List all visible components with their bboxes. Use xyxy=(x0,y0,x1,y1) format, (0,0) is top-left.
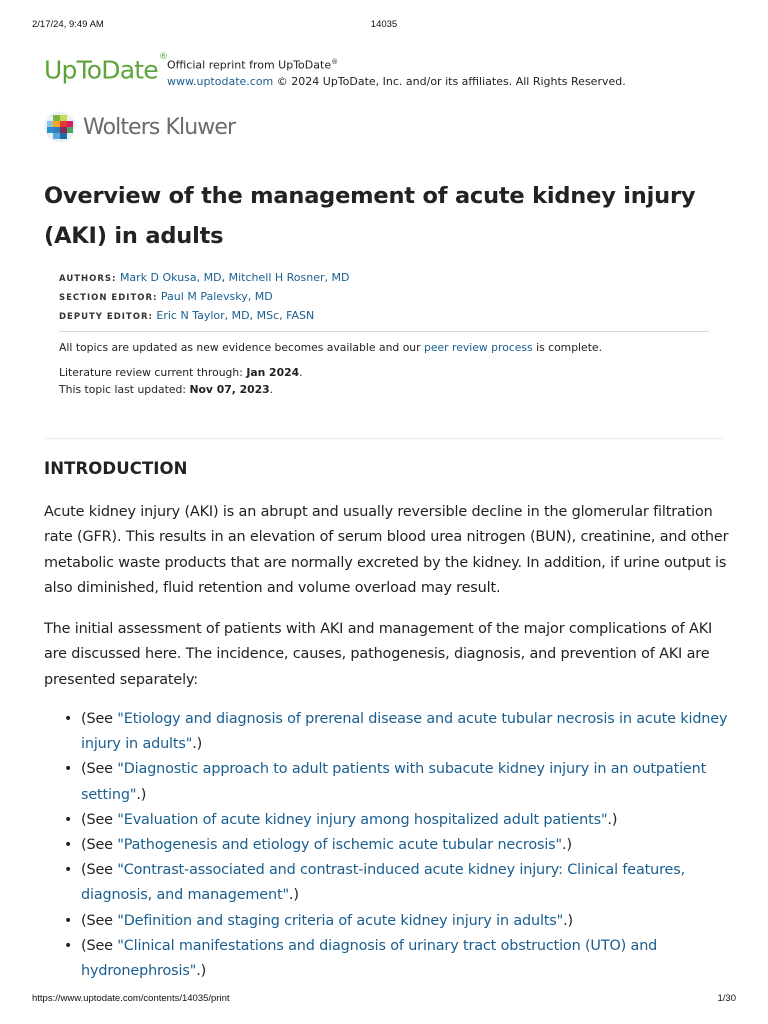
authors-line xyxy=(59,269,709,288)
reprint-prefix: Official reprint from UpToDate xyxy=(167,58,332,72)
article-contributors xyxy=(59,269,709,326)
page-number: 1/30 xyxy=(717,993,736,1004)
update-policy-note: All topics are updated as new evidence becomes available and our peer review process is complete. xyxy=(59,341,603,354)
publisher-name: Wolters Kluwer xyxy=(83,115,236,140)
bullet-icon: • xyxy=(64,937,73,954)
related-topic-link[interactable]: "Clinical manifestations and diagnosis of urinary tract obstruction (UTO) and hydronephrosis" xyxy=(81,937,658,980)
last-updated-label: This topic last updated: xyxy=(59,383,190,396)
bullet-icon: • xyxy=(64,711,73,727)
uptodate-site-link[interactable]: www.uptodate.com xyxy=(167,74,274,88)
related-topic-item: • (See "Definition and staging criteria of acute kidney injury in adults".) xyxy=(64,909,730,934)
bullet-icon: • xyxy=(64,912,73,929)
related-topic-link[interactable]: "Etiology and diagnosis of prerenal disease and acute tubular necrosis in acute kidney injury in adults" xyxy=(81,711,728,753)
deputy-editor-link[interactable]: Eric N Taylor, MD, MSc, FASN xyxy=(156,309,315,322)
section-divider xyxy=(44,438,724,439)
print-date: 2/17/24, 9:49 AM xyxy=(32,19,104,30)
related-topic-item: • (See "Diagnostic approach to adult patients with subacute kidney injury in an outpatient setting".) xyxy=(64,757,730,807)
lit-review-label: Literature review current through: xyxy=(59,366,247,379)
registered-mark: ® xyxy=(158,52,168,62)
related-topic-link[interactable]: "Definition and staging criteria of acute kidney injury in adults" xyxy=(117,912,564,929)
deputy-editor-line xyxy=(59,307,709,326)
review-dates: Literature review current through: Jan 2024. This topic last updated: Nov 07, 2023. xyxy=(59,366,303,396)
peer-review-link[interactable]: peer review process xyxy=(424,341,533,354)
author-separator: , xyxy=(221,271,229,284)
print-footer xyxy=(32,993,736,1005)
print-header xyxy=(32,19,736,31)
related-topic-item: • (See "Etiology and diagnosis of prerenal disease and acute tubular necrosis in acute kidney injury in adults".) xyxy=(64,707,730,757)
related-topics-list xyxy=(64,707,730,984)
wolters-kluwer-logo xyxy=(44,110,304,146)
reprint-notice xyxy=(167,54,626,90)
lit-review-date: Jan 2024 xyxy=(246,366,300,379)
related-topic-link[interactable]: "Pathogenesis and etiology of ischemic acute tubular necrosis" xyxy=(117,837,563,854)
related-topic-link[interactable]: "Diagnostic approach to adult patients with subacute kidney injury in an outpatient setting" xyxy=(81,761,707,803)
reprint-registered-mark: ® xyxy=(331,58,339,66)
print-url: https://www.uptodate.com/contents/14035/print xyxy=(32,993,230,1004)
introduction-paragraph-2: The initial assessment of patients with AKI and management of the major complications of AKI are discussed here. The incidence, causes, pathogenesis, diagnosis, and prevention of AKI are presented separately: xyxy=(44,621,713,688)
wolters-kluwer-mosaic-icon xyxy=(44,111,76,143)
bullet-icon: • xyxy=(64,862,73,879)
deputy-editor-label: DEPUTY EDITOR: xyxy=(59,312,153,322)
author-link-rosner[interactable]: Mitchell H Rosner, MD xyxy=(228,271,350,284)
section-editor-label: SECTION EDITOR: xyxy=(59,293,158,303)
article-title: Overview of the management of acute kidney injury (AKI) in adults xyxy=(44,183,696,249)
related-topic-item: • (See "Evaluation of acute kidney injury among hospitalized adult patients".) xyxy=(64,808,730,833)
uptodate-logo: UpToDate® xyxy=(44,52,168,85)
introduction-paragraph-1: Acute kidney injury (AKI) is an abrupt and usually reversible decline in the glomerular filtration rate (GFR). This results in an elevation of serum blood urea nitrogen (BUN), creatinine, and other metabolic waste products that are normally excreted by the kidney. In addition, if urine output is also diminished, fluid retention and volume overload may result. xyxy=(44,504,729,597)
related-topic-link[interactable]: "Contrast-associated and contrast-induced acute kidney injury: Clinical features, diagnosis, and management" xyxy=(81,862,686,904)
related-topic-link[interactable]: "Evaluation of acute kidney injury among hospitalized adult patients" xyxy=(117,811,608,828)
authors-label: AUTHORS: xyxy=(59,274,117,284)
update-notes xyxy=(59,339,719,398)
copyright-text: © 2024 UpToDate, Inc. and/or its affiliates. All Rights Reserved. xyxy=(273,74,626,88)
brand-header xyxy=(44,52,724,92)
related-topic-item: • (See "Clinical manifestations and diagnosis of urinary tract obstruction (UTO) and hydronephrosis".) xyxy=(64,934,730,984)
last-updated-date: Nov 07, 2023 xyxy=(189,383,270,396)
bullet-icon: • xyxy=(64,837,73,854)
print-doc-id: 14035 xyxy=(370,19,398,30)
section-editor-link[interactable]: Paul M Palevsky, MD xyxy=(160,290,273,303)
author-link-okusa[interactable]: Mark D Okusa, MD xyxy=(119,271,222,284)
related-topic-item: • (See "Pathogenesis and etiology of ischemic acute tubular necrosis".) xyxy=(64,833,730,858)
bullet-icon: • xyxy=(64,811,73,828)
related-topic-item: • (See "Contrast-associated and contrast-induced acute kidney injury: Clinical features, diagnosis, and management".) xyxy=(64,858,730,908)
divider xyxy=(59,331,709,332)
section-editor-line xyxy=(59,288,709,307)
bullet-icon: • xyxy=(64,761,73,778)
introduction-heading: INTRODUCTION xyxy=(44,459,188,478)
